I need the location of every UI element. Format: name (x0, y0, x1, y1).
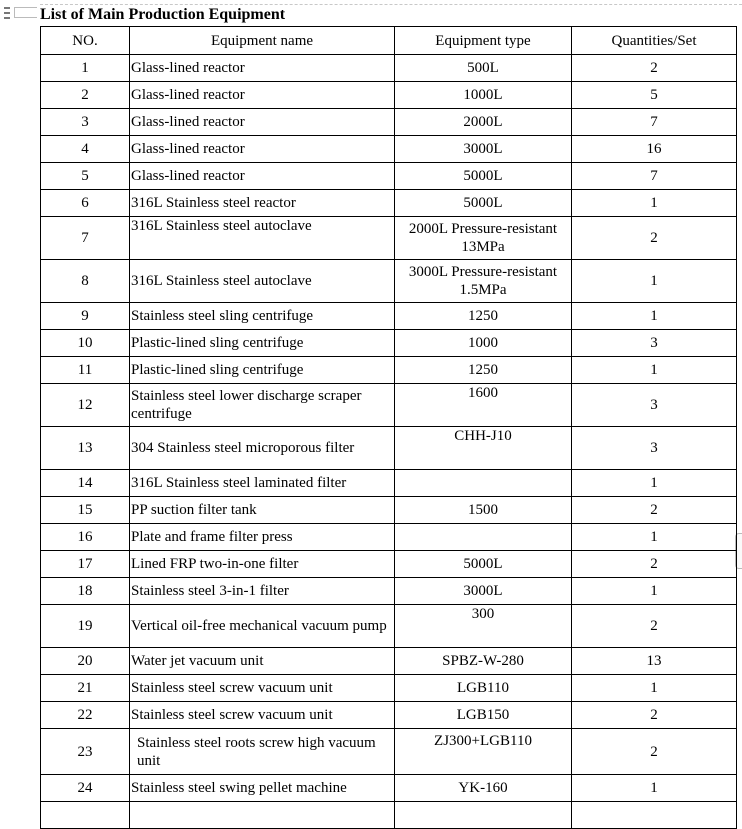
row-equipment-name: 316L Stainless steel reactor (130, 190, 395, 217)
row-equipment-type: 1250 (395, 357, 572, 384)
table-row (41, 427, 737, 470)
row-quantity: 2 (572, 605, 737, 648)
row-equipment-name: Glass-lined reactor (130, 136, 395, 163)
table-row (41, 648, 737, 675)
row-equipment-type: 5000L (395, 163, 572, 190)
row-equipment-name: 316L Stainless steel autoclave (130, 260, 395, 303)
row-equipment-name: Stainless steel lower discharge scraper centrifuge (130, 384, 395, 427)
row-equipment-name: 316L Stainless steel laminated filter (130, 470, 395, 497)
row-equipment-name: Stainless steel screw vacuum unit (130, 702, 395, 729)
row-quantity: 5 (572, 82, 737, 109)
row-no: 13 (41, 427, 130, 470)
row-quantity (572, 802, 737, 829)
row-no: 14 (41, 470, 130, 497)
row-no: 18 (41, 578, 130, 605)
table-row (41, 82, 737, 109)
row-equipment-type: 1000L (395, 82, 572, 109)
table-row (41, 260, 737, 303)
row-quantity: 2 (572, 702, 737, 729)
row-no: 4 (41, 136, 130, 163)
row-equipment-name: 316L Stainless steel autoclave (130, 217, 395, 260)
row-no: 6 (41, 190, 130, 217)
row-no: 8 (41, 260, 130, 303)
table-row (41, 775, 737, 802)
equipment-table (40, 26, 737, 829)
row-equipment-type: 2000L Pressure-resistant 13MPa (395, 217, 572, 260)
row-no: 10 (41, 330, 130, 357)
row-quantity: 1 (572, 578, 737, 605)
row-equipment-type: 3000L (395, 578, 572, 605)
row-equipment-name: Stainless steel roots screw high vacuum unit (130, 729, 395, 775)
table-row (41, 330, 737, 357)
row-equipment-name: Vertical oil-free mechanical vacuum pump (130, 605, 395, 648)
row-no: 2 (41, 82, 130, 109)
row-equipment-name: Water jet vacuum unit (130, 648, 395, 675)
row-equipment-type: 1250 (395, 303, 572, 330)
table-row (41, 551, 737, 578)
row-quantity: 1 (572, 303, 737, 330)
row-no: 9 (41, 303, 130, 330)
row-no: 1 (41, 55, 130, 82)
table-row (41, 357, 737, 384)
row-no: 3 (41, 109, 130, 136)
row-quantity: 3 (572, 427, 737, 470)
row-equipment-name: Stainless steel swing pellet machine (130, 775, 395, 802)
table-header-row (41, 27, 737, 55)
table-row (41, 55, 737, 82)
row-no: 12 (41, 384, 130, 427)
row-equipment-name: Glass-lined reactor (130, 109, 395, 136)
column-header-no: NO. (41, 27, 130, 55)
row-equipment-type: LGB110 (395, 675, 572, 702)
row-equipment-type: CHH-J10 (395, 427, 572, 470)
table-row (41, 702, 737, 729)
row-equipment-name: Plastic-lined sling centrifuge (130, 357, 395, 384)
column-header-equipment-type: Equipment type (395, 27, 572, 55)
row-quantity: 1 (572, 524, 737, 551)
row-quantity: 1 (572, 260, 737, 303)
row-quantity: 1 (572, 470, 737, 497)
row-quantity: 7 (572, 109, 737, 136)
row-quantity: 3 (572, 384, 737, 427)
row-equipment-name (130, 802, 395, 829)
row-equipment-type (395, 802, 572, 829)
row-quantity: 1 (572, 357, 737, 384)
table-row (41, 578, 737, 605)
row-quantity: 1 (572, 675, 737, 702)
row-equipment-type: YK-160 (395, 775, 572, 802)
column-header-equipment-name: Equipment name (130, 27, 395, 55)
page-title: List of Main Production Equipment (40, 6, 286, 23)
row-equipment-type: 2000L (395, 109, 572, 136)
row-no: 16 (41, 524, 130, 551)
row-equipment-name: Plastic-lined sling centrifuge (130, 330, 395, 357)
table-row (41, 109, 737, 136)
row-no: 7 (41, 217, 130, 260)
row-quantity: 2 (572, 497, 737, 524)
row-equipment-name: Glass-lined reactor (130, 163, 395, 190)
row-equipment-name: Glass-lined reactor (130, 82, 395, 109)
table-row (41, 136, 737, 163)
row-equipment-type: 1500 (395, 497, 572, 524)
row-equipment-name: Stainless steel screw vacuum unit (130, 675, 395, 702)
row-no: 21 (41, 675, 130, 702)
row-equipment-name: Glass-lined reactor (130, 55, 395, 82)
page-top-border (40, 4, 742, 5)
row-equipment-type (395, 524, 572, 551)
row-equipment-name: Lined FRP two-in-one filter (130, 551, 395, 578)
row-no: 20 (41, 648, 130, 675)
row-equipment-type: 1000 (395, 330, 572, 357)
table-row (41, 524, 737, 551)
row-quantity: 16 (572, 136, 737, 163)
table-row (41, 190, 737, 217)
row-quantity: 2 (572, 55, 737, 82)
row-equipment-name: 304 Stainless steel microporous filter (130, 427, 395, 470)
row-equipment-name: Stainless steel sling centrifuge (130, 303, 395, 330)
row-no: 19 (41, 605, 130, 648)
row-no: 11 (41, 357, 130, 384)
row-quantity: 1 (572, 190, 737, 217)
table-row (41, 303, 737, 330)
row-equipment-type: 3000L (395, 136, 572, 163)
row-quantity: 2 (572, 729, 737, 775)
row-equipment-type: ZJ300+LGB110 (395, 729, 572, 775)
row-equipment-type: 300 (395, 605, 572, 648)
row-quantity: 2 (572, 551, 737, 578)
row-quantity: 3 (572, 330, 737, 357)
row-quantity: 1 (572, 775, 737, 802)
text-boundary-marker-icon (4, 4, 26, 18)
row-no: 5 (41, 163, 130, 190)
table-row (41, 384, 737, 427)
row-equipment-type: 1600 (395, 384, 572, 427)
column-header-quantities: Quantities/Set (572, 27, 737, 55)
row-quantity: 7 (572, 163, 737, 190)
row-equipment-type: 5000L (395, 551, 572, 578)
table-row (41, 729, 737, 775)
table-row (41, 217, 737, 260)
row-no: 17 (41, 551, 130, 578)
row-quantity: 2 (572, 217, 737, 260)
row-equipment-type: SPBZ-W-280 (395, 648, 572, 675)
table-row (41, 497, 737, 524)
table-row (41, 802, 737, 829)
table-row (41, 605, 737, 648)
row-no (41, 802, 130, 829)
table-row (41, 163, 737, 190)
row-equipment-type: LGB150 (395, 702, 572, 729)
row-no: 22 (41, 702, 130, 729)
table-row (41, 470, 737, 497)
row-no: 15 (41, 497, 130, 524)
row-quantity: 13 (572, 648, 737, 675)
row-equipment-type (395, 470, 572, 497)
row-equipment-type: 5000L (395, 190, 572, 217)
row-equipment-name: Plate and frame filter press (130, 524, 395, 551)
row-equipment-name: PP suction filter tank (130, 497, 395, 524)
row-no: 24 (41, 775, 130, 802)
row-equipment-type: 3000L Pressure-resistant 1.5MPa (395, 260, 572, 303)
row-no: 23 (41, 729, 130, 775)
row-equipment-type: 500L (395, 55, 572, 82)
row-equipment-name: Stainless steel 3-in-1 filter (130, 578, 395, 605)
table-row (41, 675, 737, 702)
